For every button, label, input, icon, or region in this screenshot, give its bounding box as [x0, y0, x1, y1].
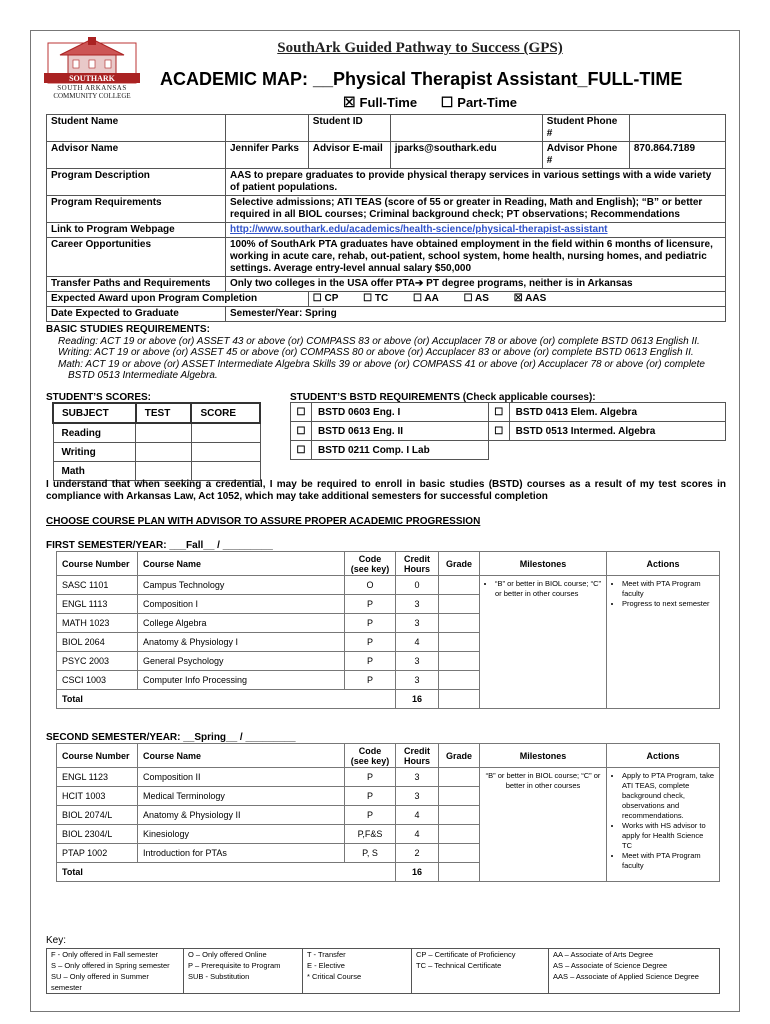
course-hours: 3	[396, 787, 439, 806]
bstd-0211-label: BSTD 0211 Comp. I Lab	[312, 441, 489, 460]
header-milestones: Milestones	[480, 744, 607, 768]
bstd-0613-label: BSTD 0613 Eng. II	[312, 422, 489, 441]
milestone-item: • “B” or better in BIOL course; “C” or better in other courses	[495, 579, 601, 599]
second-semester-table	[56, 743, 720, 882]
second-semester-title: SECOND SEMESTER/YEAR: __Spring__ / _________	[46, 732, 296, 743]
writing-test-field[interactable]	[136, 443, 192, 462]
header-milestones: Milestones	[480, 552, 607, 576]
student-info-table	[46, 114, 726, 322]
writing-score-field[interactable]	[191, 443, 260, 462]
key-entry: * Critical Course	[307, 972, 362, 981]
grade-field[interactable]	[439, 768, 480, 787]
action-item: • Progress to next semester	[622, 599, 714, 609]
bstd-0513-label: BSTD 0513 Intermed. Algebra	[509, 422, 725, 441]
student-phone-label: Student Phone #	[542, 115, 629, 142]
course-name: General Psychology	[138, 652, 345, 671]
student-name-label: Student Name	[47, 115, 226, 142]
course-code: P	[345, 787, 396, 806]
full-time-checkbox[interactable]: ☒	[342, 94, 356, 110]
key-entry: O – Only offered Online	[188, 950, 267, 959]
course-code: P, S	[345, 844, 396, 863]
key-entry: SU – Only offered in Summer semester	[51, 972, 149, 992]
header-code: Code (see key)	[345, 552, 396, 576]
course-code: P	[345, 768, 396, 787]
total-label: Total	[57, 863, 396, 882]
grade-field[interactable]	[439, 614, 480, 633]
scores-row-math: Math	[53, 462, 136, 481]
key-entry: TC – Technical Certificate	[416, 961, 502, 970]
course-hours: 3	[396, 652, 439, 671]
grade-field[interactable]	[439, 633, 480, 652]
advisor-phone-label: Advisor Phone #	[542, 142, 629, 169]
part-time-label: Part-Time	[457, 95, 518, 110]
course-hours: 3	[396, 768, 439, 787]
key-entry: AS – Associate of Science Degree	[553, 961, 668, 970]
scores-header-score: SCORE	[191, 403, 260, 423]
math-requirement: Math: ACT 19 or above (or) ASSET Intermediate Algebra Skills 39 or above (or) COMPASS 41 or above (or) Accuplacer 78 or above (or) complete	[58, 358, 705, 370]
scores-title: STUDENT’S SCORES:	[46, 392, 152, 403]
student-id-label: Student ID	[308, 115, 390, 142]
math-score-field[interactable]	[191, 462, 260, 481]
course-hours: 2	[396, 844, 439, 863]
second-semester-actions	[607, 768, 720, 882]
program-requirements-label: Program Requirements	[47, 196, 226, 223]
header-grade: Grade	[439, 744, 480, 768]
header-code: Code (see key)	[345, 744, 396, 768]
program-link-label: Link to Program Webpage	[47, 223, 226, 238]
course-hours: 3	[396, 595, 439, 614]
grade-field[interactable]	[439, 844, 480, 863]
course-number: ENGL 1123	[57, 768, 138, 787]
award-label: Expected Award upon Program Completion	[47, 292, 309, 307]
graduate-date-value[interactable]: Semester/Year: Spring	[226, 307, 726, 322]
logo-text-line2: COMMUNITY COLLEGE	[53, 92, 131, 100]
career-value: 100% of SouthArk PTA graduates have obtained employment in the field within 6 months of licensure, working in acute care, rehab, out-patient, school system, home health, nursing homes, and pediatric settings. Average entry-level annual salary $50,000	[226, 238, 726, 277]
course-code: P	[345, 671, 396, 690]
header-actions: Actions	[607, 552, 720, 576]
action-item: • Meet with PTA Program faculty	[622, 851, 714, 871]
key-entry: E - Elective	[307, 961, 345, 970]
header-credit: Credit Hours	[396, 744, 439, 768]
bstd-0603-checkbox[interactable]: ☐	[291, 403, 312, 422]
first-semester-table	[56, 551, 720, 709]
program-webpage-link[interactable]: http://www.southark.edu/academics/health-science/physical-therapist-assistant	[230, 224, 608, 235]
header-course-name: Course Name	[138, 552, 345, 576]
total-hours: 16	[396, 690, 439, 709]
course-code: P	[345, 633, 396, 652]
course-code: P	[345, 806, 396, 825]
student-id-field[interactable]	[390, 115, 542, 142]
course-name: Computer Info Processing	[138, 671, 345, 690]
course-number: ENGL 1113	[57, 595, 138, 614]
course-name: Anatomy & Physiology I	[138, 633, 345, 652]
key-table	[46, 948, 720, 994]
logo-sign: SOUTHARK	[69, 74, 115, 83]
course-code: P	[345, 652, 396, 671]
scores-header-test: TEST	[136, 403, 192, 423]
reading-test-field[interactable]	[136, 423, 192, 443]
grade-field[interactable]	[439, 671, 480, 690]
header-grade: Grade	[439, 552, 480, 576]
full-time-label: Full-Time	[359, 95, 418, 110]
student-name-field[interactable]	[226, 115, 309, 142]
second-semester-milestones: “B” or better in BIOL course; “C” or better in other courses	[480, 768, 607, 882]
course-hours: 4	[396, 633, 439, 652]
course-name: Anatomy & Physiology II	[138, 806, 345, 825]
first-semester-actions	[607, 576, 720, 709]
first-semester-title: FIRST SEMESTER/YEAR: ___Fall__ / _________	[46, 540, 273, 551]
course-name: Kinesiology	[138, 825, 345, 844]
math-requirement-cont: BSTD 0513 Intermediate Algebra.	[68, 370, 218, 381]
header-credit: Credit Hours	[396, 552, 439, 576]
course-number: HCIT 1003	[57, 787, 138, 806]
advisor-phone-value[interactable]: 870.864.7189	[629, 142, 725, 169]
student-scores-table	[52, 402, 261, 481]
course-code: P	[345, 614, 396, 633]
course-number: BIOL 2064	[57, 633, 138, 652]
career-label: Career Opportunities	[47, 238, 226, 277]
total-grade	[439, 690, 480, 709]
action-item: • Works with HS advisor to apply for Health Science TC	[622, 821, 714, 851]
writing-requirement: Writing: ACT 19 or above (or) ASSET 45 or above (or) COMPASS 80 or above (or) Accuplacer 83 or above (or) complete BSTD 0613 English II.	[58, 347, 694, 358]
course-number: BIOL 2074/L	[57, 806, 138, 825]
course-number: MATH 1023	[57, 614, 138, 633]
reading-score-field[interactable]	[191, 423, 260, 443]
transfer-value: Only two colleges in the USA offer PTA➔ PT degree programs, neither is in Arkansas	[226, 277, 726, 292]
grade-field[interactable]	[439, 806, 480, 825]
advisor-name-label: Advisor Name	[47, 142, 226, 169]
bstd-0603-label: BSTD 0603 Eng. I	[312, 403, 489, 422]
grade-field[interactable]	[439, 652, 480, 671]
scores-row-writing: Writing	[53, 443, 136, 462]
program-requirements-value: Selective admissions; ATI TEAS (score of 55 or greater in Reading, Math and English); “B” or better required in all BIOL courses; Criminal background check; PT observations; Recommendations	[226, 196, 726, 223]
award-cp-option[interactable]: ☐ CP	[312, 293, 339, 304]
course-plan-instruction: CHOOSE COURSE PLAN WITH ADVISOR TO ASSURE PROPER ACADEMIC PROGRESSION	[46, 516, 481, 527]
bstd-0413-label: BSTD 0413 Elem. Algebra	[509, 403, 725, 422]
acknowledgement-text: I understand that when seeking a credential, I may be required to enroll in basic studies (BSTD) courses as a result of my test scores in compliance with Arkansas Law, Act 1052, which may take additional semesters for successful completion	[46, 479, 726, 502]
key-entry: AA – Associate of Arts Degree	[553, 950, 654, 959]
key-entry: AAS – Associate of Applied Science Degree	[553, 972, 699, 981]
key-entry: T - Transfer	[307, 950, 346, 959]
program-description-value: AAS to prepare graduates to provide physical therapy services in various settings with a wide variety of patient populations.	[226, 169, 726, 196]
bstd-0513-checkbox[interactable]: ☐	[488, 422, 509, 441]
program-description-label: Program Description	[47, 169, 226, 196]
advisor-email-value[interactable]: jparks@southark.edu	[390, 142, 542, 169]
course-code: O	[345, 576, 396, 595]
course-name: Introduction for PTAs	[138, 844, 345, 863]
course-code: P	[345, 595, 396, 614]
bstd-title: STUDENT’S BSTD REQUIREMENTS (Check applicable courses):	[290, 392, 596, 403]
basic-studies-title: BASIC STUDIES REQUIREMENTS:	[46, 324, 210, 335]
key-entry: SUB - Substitution	[188, 972, 250, 981]
course-number: PTAP 1002	[57, 844, 138, 863]
action-item: • Apply to PTA Program, take ATI TEAS, complete background check, observations and recommendations.	[622, 771, 714, 821]
course-hours: 3	[396, 614, 439, 633]
course-number: SASC 1101	[57, 576, 138, 595]
grade-field[interactable]	[439, 595, 480, 614]
page-title: SouthArk Guided Pathway to Success (GPS)	[277, 40, 563, 56]
bstd-0211-checkbox[interactable]: ☐	[291, 441, 312, 460]
key-entry: CP – Certificate of Proficiency	[416, 950, 516, 959]
total-label: Total	[57, 690, 396, 709]
course-name: College Algebra	[138, 614, 345, 633]
course-name: Composition I	[138, 595, 345, 614]
course-hours: 4	[396, 825, 439, 844]
grade-field[interactable]	[439, 787, 480, 806]
part-time-checkbox[interactable]: ☐	[440, 94, 454, 110]
header-course-number: Course Number	[57, 552, 138, 576]
header-course-number: Course Number	[57, 744, 138, 768]
course-number: PSYC 2003	[57, 652, 138, 671]
course-hours: 3	[396, 671, 439, 690]
grade-field[interactable]	[439, 825, 480, 844]
academic-map-title: ACADEMIC MAP: __Physical Therapist Assistant_FULL-TIME	[160, 69, 683, 89]
course-hours: 0	[396, 576, 439, 595]
student-phone-field[interactable]	[629, 115, 725, 142]
total-grade	[439, 863, 480, 882]
advisor-name-value[interactable]: Jennifer Parks	[226, 142, 309, 169]
advisor-email-label: Advisor E-mail	[308, 142, 390, 169]
total-hours: 16	[396, 863, 439, 882]
course-hours: 4	[396, 806, 439, 825]
transfer-label: Transfer Paths and Requirements	[47, 277, 226, 292]
math-test-field[interactable]	[136, 462, 192, 481]
course-number: BIOL 2304/L	[57, 825, 138, 844]
graduate-date-label: Date Expected to Graduate	[47, 307, 226, 322]
course-name: Medical Terminology	[138, 787, 345, 806]
key-entry: P – Prerequisite to Program	[188, 961, 281, 970]
enrollment-type	[160, 94, 700, 111]
bstd-requirements-table	[290, 402, 726, 460]
award-options	[308, 292, 725, 307]
course-name: Campus Technology	[138, 576, 345, 595]
scores-row-reading: Reading	[53, 423, 136, 443]
course-number: CSCI 1003	[57, 671, 138, 690]
award-tc-option[interactable]: ☐ TC	[363, 293, 389, 304]
action-item: • Meet with PTA Program faculty	[622, 579, 714, 599]
award-as-option[interactable]: ☐ AS	[463, 293, 489, 304]
key-entry: S – Only offered in Spring semester	[51, 961, 170, 970]
first-semester-milestones	[480, 576, 607, 709]
key-entry: F - Only offered in Fall semester	[51, 950, 158, 959]
course-name: Composition II	[138, 768, 345, 787]
scores-header-subject: SUBJECT	[53, 403, 136, 423]
award-aa-option[interactable]: ☐ AA	[413, 293, 439, 304]
bstd-0413-checkbox[interactable]: ☐	[488, 403, 509, 422]
logo-text-line1: SOUTH ARKANSAS	[57, 84, 127, 92]
key-title: Key:	[46, 935, 67, 946]
bstd-0613-checkbox[interactable]: ☐	[291, 422, 312, 441]
award-aas-option[interactable]: ☒ AAS	[513, 293, 547, 304]
basic-studies-section	[46, 324, 726, 382]
reading-requirement: Reading: ACT 19 or above (or) ASSET 43 or above (or) COMPASS 83 or above (or) Accuplacer 78 or above (or) complete BSTD 0613 English II.	[58, 335, 700, 347]
course-code: P,F&S	[345, 825, 396, 844]
header-actions: Actions	[607, 744, 720, 768]
header-course-name: Course Name	[138, 744, 345, 768]
grade-field[interactable]	[439, 576, 480, 595]
